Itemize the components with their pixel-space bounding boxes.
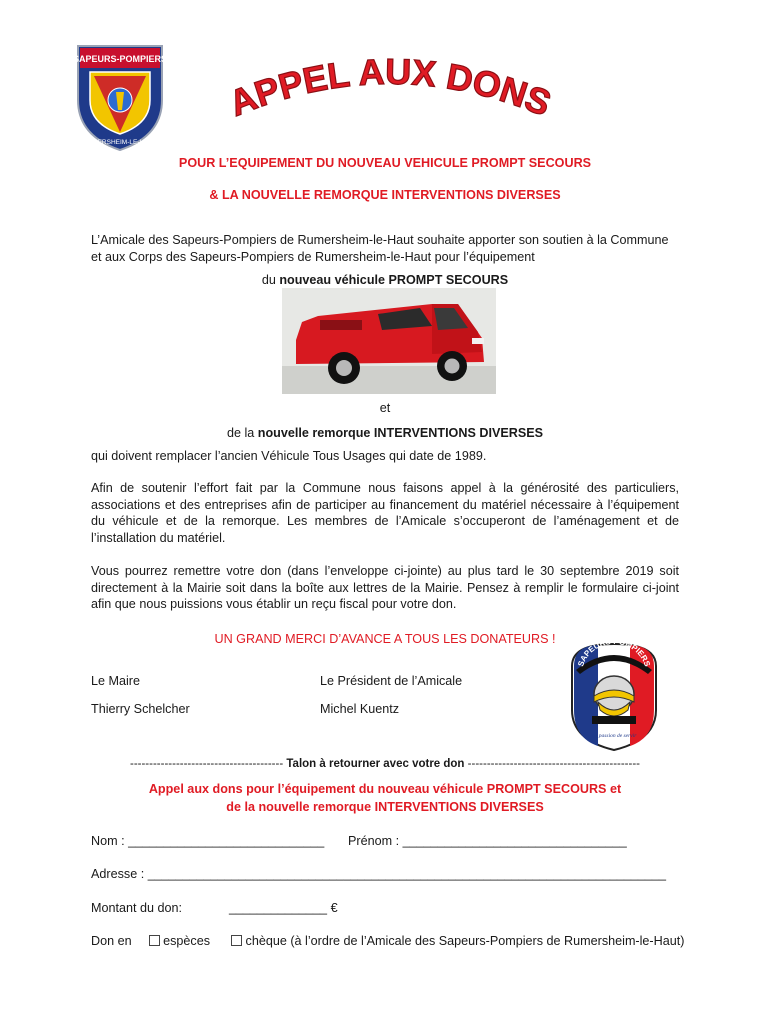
subtitle-trailer: & LA NOUVELLE REMORQUE INTERVENTIONS DIVERSES	[209, 188, 561, 202]
connector-et: et	[379, 401, 391, 415]
montant-label: Montant du don:	[91, 901, 183, 915]
svg-text:La passion de servir: La passion de servir	[591, 733, 637, 739]
montant-blank[interactable]: ______________	[229, 901, 328, 915]
svg-text:RUMERSHEIM-LE-HAUT: RUMERSHEIM-LE-HAUT	[82, 139, 158, 146]
trailer-line-prefix: de la	[226, 426, 258, 440]
president-title: Le Président de l’Amicale	[320, 674, 463, 688]
maire-title: Le Maire	[91, 674, 140, 688]
prenom-field[interactable]	[348, 833, 627, 850]
cheque-label: chèque (à l’ordre de l’Amicale des Sapeurs-Pompiers de Rumersheim-le-Haut)	[245, 934, 685, 948]
badge-top-text: SAPEURS POMPIERS	[576, 640, 652, 668]
nom-label: Nom :	[91, 834, 125, 848]
form-title-line1: Appel aux dons pour l’équipement du nouveau véhicule PROMPT SECOURS et	[148, 782, 622, 796]
talon-dashes-right: ---------------------------------------------	[467, 758, 641, 770]
trailer-line	[0, 425, 770, 442]
svg-text:SAPEURS-POMPIERS: SAPEURS-POMPIERS	[72, 54, 168, 64]
support-paragraph: Afin de soutenir l’effort fait par la Commune nous faisons appel à la générosité des particuliers, associations et des entreprises afin de participer au financement du matériel nécessaire à l’équipement du véhicule et de la remorque. Les membres de l’Amicale s’occuperont de l’aménagement et de l’installation du matériel.	[91, 481, 679, 545]
nom-field[interactable]	[91, 833, 324, 850]
intro-paragraph: L’Amicale des Sapeurs-Pompiers de Rumersheim-le-Haut souhaite apporter son soutien à la Commune et aux Corps des Sapeurs-Pompiers de Rumersheim-le-Haut pour l’équipement	[91, 233, 669, 264]
title-text: APPEL AUX DONS	[225, 58, 555, 124]
adresse-blank[interactable]: __________________________________________________________________________	[147, 867, 667, 881]
president-name: Michel Kuentz	[320, 702, 400, 716]
montant-field[interactable]	[229, 900, 338, 917]
appeal-title	[225, 58, 555, 126]
adresse-field[interactable]	[91, 866, 666, 883]
fire-brigade-shield-logo	[72, 40, 168, 154]
svg-text:APPEL AUX DONS	[225, 58, 555, 124]
especes-checkbox[interactable]	[149, 935, 160, 946]
vehicle-line	[0, 272, 770, 289]
prenom-label: Prénom :	[348, 834, 400, 848]
talon-separator	[0, 756, 770, 773]
euro-sign: €	[330, 901, 338, 915]
talon-label: Talon à retourner avec votre don	[286, 758, 465, 770]
talon-dashes-left: ----------------------------------------	[129, 758, 284, 770]
payment-method-row	[91, 933, 684, 950]
adresse-label: Adresse :	[91, 867, 145, 881]
deadline-paragraph: Vous pourrez remettre votre don (dans l’enveloppe ci-jointe) au plus tard le 30 septembre 2019 soit directement à la Mairie soit dans la boîte aux lettres de la Mairie. Pensez à remplir le formulaire ci-joint afin que nous puissions vous établir un reçu fiscal pour votre don.	[91, 564, 679, 612]
don-en-label: Don en	[91, 934, 132, 948]
especes-label: espèces	[163, 934, 211, 948]
vehicle-line-bold: nouveau véhicule PROMPT SECOURS	[279, 273, 509, 287]
thanks-line: UN GRAND MERCI D’AVANCE A TOUS LES DONATEURS !	[214, 632, 556, 646]
firefighter-helmet-badge	[568, 640, 660, 752]
prenom-blank[interactable]: ________________________________	[402, 834, 627, 848]
cheque-checkbox[interactable]	[231, 935, 242, 946]
replace-text: qui doivent remplacer l’ancien Véhicule Tous Usages qui date de 1989.	[91, 449, 487, 463]
trailer-line-bold: nouvelle remorque INTERVENTIONS DIVERSES	[257, 426, 544, 440]
vehicle-line-prefix: du	[261, 273, 280, 287]
subtitle-vehicle: POUR L’EQUIPEMENT DU NOUVEAU VEHICULE PROMPT SECOURS	[178, 156, 592, 170]
maire-name: Thierry Schelcher	[91, 702, 190, 716]
nom-blank[interactable]: ____________________________	[128, 834, 325, 848]
vehicle-photo	[282, 288, 496, 394]
form-title-line2: de la nouvelle remorque INTERVENTIONS DIVERSES	[226, 800, 544, 814]
